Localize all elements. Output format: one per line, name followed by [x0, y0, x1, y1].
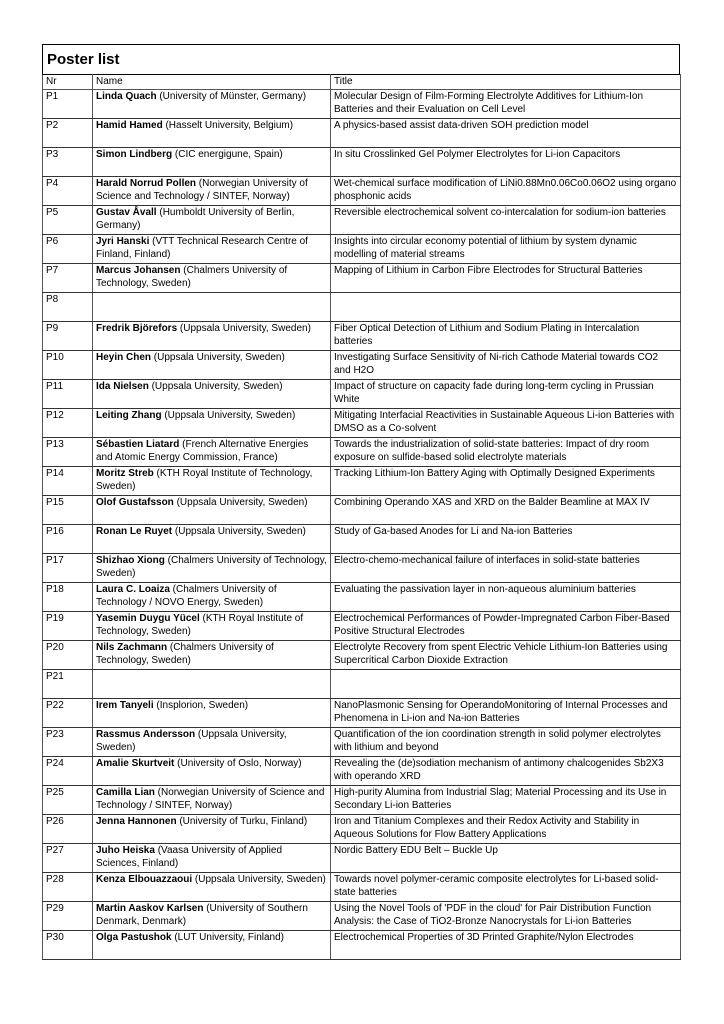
presenter-name: Juho Heiska — [96, 845, 155, 856]
presenter-cell — [93, 409, 331, 438]
presenter-name: Camilla Lian — [96, 787, 155, 798]
presenter-name: Amalie Skurtveit — [96, 758, 175, 769]
poster-number: P8 — [43, 293, 93, 322]
presenter-cell — [93, 90, 331, 119]
table-row — [43, 815, 681, 844]
presenter-name: Jenna Hannonen — [96, 816, 177, 827]
presenter-cell — [93, 322, 331, 351]
poster-title — [331, 670, 681, 699]
table-row — [43, 670, 681, 699]
poster-list-sheet — [42, 44, 680, 960]
poster-title: Molecular Design of Film-Forming Electrolyte Additives for Lithium-Ion Batteries and their Evaluation on Cell Level — [331, 90, 681, 119]
poster-number: P5 — [43, 206, 93, 235]
poster-number: P25 — [43, 786, 93, 815]
poster-title: Mapping of Lithium in Carbon Fibre Electrodes for Structural Batteries — [331, 264, 681, 293]
presenter-affiliation: (Vaasa University of Applied Sciences, Finland) — [96, 845, 283, 869]
presenter-name: Jyri Hanski — [96, 236, 150, 247]
table-row — [43, 873, 681, 902]
presenter-cell — [93, 815, 331, 844]
column-header-nr: Nr — [43, 75, 93, 90]
presenter-cell — [93, 757, 331, 786]
presenter-name: Gustav Åvall — [96, 207, 157, 218]
poster-title: Combining Operando XAS and XRD on the Balder Beamline at MAX IV — [331, 496, 681, 525]
poster-number: P23 — [43, 728, 93, 757]
presenter-affiliation: (Chalmers University of Technology / NOVO Energy, Sweden) — [96, 584, 277, 608]
presenter-cell — [93, 525, 331, 554]
poster-title: Insights into circular economy potential of lithium by system dynamic modelling of material streams — [331, 235, 681, 264]
poster-number: P27 — [43, 844, 93, 873]
presenter-affiliation: (Norwegian University of Science and Technology / SINTEF, Norway) — [96, 178, 308, 202]
table-row — [43, 786, 681, 815]
presenter-affiliation: (Insplorion, Sweden) — [153, 700, 249, 711]
presenter-affiliation: (Uppsala University, Sweden) — [161, 410, 296, 421]
presenter-name: Simon Lindberg — [96, 149, 173, 160]
poster-title: Revealing the (de)sodiation mechanism of antimony chalcogenides Sb2X3 with operando XRD — [331, 757, 681, 786]
poster-number: P22 — [43, 699, 93, 728]
presenter-affiliation: (Uppsala University, Sweden) — [177, 323, 311, 334]
presenter-affiliation: (KTH Royal Institute of Technology, Sweden) — [96, 468, 313, 492]
poster-number: P16 — [43, 525, 93, 554]
presenter-name: Ronan Le Ruyet — [96, 526, 173, 537]
presenter-affiliation: (University of Oslo, Norway) — [174, 758, 302, 769]
presenter-cell — [93, 293, 331, 322]
presenter-cell — [93, 699, 331, 728]
poster-number: P14 — [43, 467, 93, 496]
poster-title: Tracking Lithium-Ion Battery Aging with Optimally Designed Experiments — [331, 467, 681, 496]
presenter-affiliation: (VTT Technical Research Centre of Finland, Finland) — [96, 236, 308, 260]
page-title: Poster list — [42, 44, 680, 74]
poster-title: Wet-chemical surface modification of LiNi0.88Mn0.06Co0.06O2 using organo phosphonic acids — [331, 177, 681, 206]
presenter-cell — [93, 873, 331, 902]
table-row — [43, 931, 681, 960]
presenter-affiliation: (Uppsala University, Sweden) — [173, 497, 308, 508]
presenter-cell — [93, 206, 331, 235]
poster-number: P10 — [43, 351, 93, 380]
table-row — [43, 177, 681, 206]
table-row — [43, 583, 681, 612]
poster-number: P21 — [43, 670, 93, 699]
poster-number: P28 — [43, 873, 93, 902]
presenter-cell — [93, 844, 331, 873]
presenter-name: Martin Aaskov Karlsen — [96, 903, 204, 914]
poster-title: Nordic Battery EDU Belt – Buckle Up — [331, 844, 681, 873]
poster-title: Electrochemical Properties of 3D Printed Graphite/Nylon Electrodes — [331, 931, 681, 960]
poster-title: Using the Novel Tools of 'PDF in the cloud' for Pair Distribution Function Analysis: the Case of TiO2-Bronze Nanocrystals for Li-ion Batteries — [331, 902, 681, 931]
table-row — [43, 728, 681, 757]
presenter-name: Kenza Elbouazzaoui — [96, 874, 193, 885]
presenter-affiliation: (Uppsala University, Sweden) — [172, 526, 306, 537]
presenter-affiliation: (Uppsala University, Sweden) — [151, 352, 285, 363]
poster-number: P12 — [43, 409, 93, 438]
presenter-name: Yasemin Duygu Yücel — [96, 613, 200, 624]
table-row — [43, 699, 681, 728]
table-row — [43, 148, 681, 177]
poster-title: High-purity Alumina from Industrial Slag; Material Processing and its Use in Secondary Li-ion Batteries — [331, 786, 681, 815]
presenter-cell — [93, 235, 331, 264]
presenter-affiliation: (Chalmers University of Technology, Sweden) — [96, 265, 288, 289]
presenter-affiliation: (Chalmers University of Technology, Sweden) — [96, 555, 327, 579]
poster-table — [42, 74, 681, 960]
poster-title: Fiber Optical Detection of Lithium and Sodium Plating in Intercalation batteries — [331, 322, 681, 351]
presenter-affiliation: (LUT University, Finland) — [171, 932, 285, 943]
presenter-affiliation: (Uppsala University, Sweden) — [148, 381, 283, 392]
presenter-cell — [93, 264, 331, 293]
table-row — [43, 293, 681, 322]
poster-title: Towards novel polymer-ceramic composite electrolytes for Li-based solid-state batteries — [331, 873, 681, 902]
presenter-name: Rassmus Andersson — [96, 729, 196, 740]
presenter-affiliation: (Hasselt University, Belgium) — [162, 120, 294, 131]
presenter-cell — [93, 351, 331, 380]
presenter-cell — [93, 670, 331, 699]
presenter-name: Marcus Johansen — [96, 265, 181, 276]
presenter-name: Nils Zachmann — [96, 642, 168, 653]
presenter-name: Leiting Zhang — [96, 410, 162, 421]
presenter-affiliation: (KTH Royal Institute of Technology, Sweden) — [96, 613, 304, 637]
poster-number: P19 — [43, 612, 93, 641]
presenter-name: Fredrik Björefors — [96, 323, 178, 334]
presenter-cell — [93, 467, 331, 496]
poster-title: Investigating Surface Sensitivity of Ni-rich Cathode Material towards CO2 and H2O — [331, 351, 681, 380]
poster-number: P29 — [43, 902, 93, 931]
presenter-cell — [93, 641, 331, 670]
poster-number: P1 — [43, 90, 93, 119]
table-row — [43, 757, 681, 786]
poster-title: Electrochemical Performances of Powder-Impregnated Carbon Fiber-Based Positive Structural Electrodes — [331, 612, 681, 641]
presenter-affiliation: (Uppsala University, Sweden) — [192, 874, 326, 885]
presenter-cell — [93, 902, 331, 931]
poster-number: P2 — [43, 119, 93, 148]
presenter-name: Heyin Chen — [96, 352, 152, 363]
poster-title: Electrolyte Recovery from spent Electric Vehicle Lithium-Ion Batteries using Supercritical Carbon Dioxide Extraction — [331, 641, 681, 670]
poster-number: P26 — [43, 815, 93, 844]
presenter-cell — [93, 438, 331, 467]
presenter-cell — [93, 380, 331, 409]
poster-title: Mitigating Interfacial Reactivities in Sustainable Aqueous Li-ion Batteries with DMSO as a Co-solvent — [331, 409, 681, 438]
presenter-cell — [93, 786, 331, 815]
poster-title: Study of Ga-based Anodes for Li and Na-ion Batteries — [331, 525, 681, 554]
presenter-affiliation: (French Alternative Energies and Atomic Energy Commission, France) — [96, 439, 309, 463]
table-row — [43, 264, 681, 293]
presenter-cell — [93, 119, 331, 148]
presenter-name: Moritz Streb — [96, 468, 154, 479]
poster-number: P15 — [43, 496, 93, 525]
presenter-name: Ida Nielsen — [96, 381, 149, 392]
table-row — [43, 438, 681, 467]
table-row — [43, 844, 681, 873]
presenter-cell — [93, 612, 331, 641]
presenter-name: Olga Pastushok — [96, 932, 172, 943]
presenter-affiliation: (University of Southern Denmark, Denmark) — [96, 903, 308, 927]
column-header-title: Title — [331, 75, 681, 90]
poster-number: P6 — [43, 235, 93, 264]
poster-title: Quantification of the ion coordination strength in solid polymer electrolytes with lithium and beyond — [331, 728, 681, 757]
poster-title: Reversible electrochemical solvent co-intercalation for sodium-ion batteries — [331, 206, 681, 235]
table-header-row — [43, 75, 681, 90]
poster-number: P4 — [43, 177, 93, 206]
presenter-cell — [93, 728, 331, 757]
poster-title: Iron and Titanium Complexes and their Redox Activity and Stability in Aqueous Solutions for Flow Battery Applications — [331, 815, 681, 844]
table-row — [43, 119, 681, 148]
poster-number: P11 — [43, 380, 93, 409]
poster-number: P13 — [43, 438, 93, 467]
poster-number: P17 — [43, 554, 93, 583]
presenter-cell — [93, 148, 331, 177]
column-header-name: Name — [93, 75, 331, 90]
presenter-name: Irem Tanyeli — [96, 700, 154, 711]
poster-number: P7 — [43, 264, 93, 293]
table-row — [43, 525, 681, 554]
poster-number: P9 — [43, 322, 93, 351]
poster-title: Evaluating the passivation layer in non-aqueous aluminium batteries — [331, 583, 681, 612]
presenter-name: Sébastien Liatard — [96, 439, 180, 450]
poster-number: P30 — [43, 931, 93, 960]
presenter-name: Linda Quach — [96, 91, 157, 102]
table-row — [43, 902, 681, 931]
presenter-affiliation: (CIC energigune, Spain) — [172, 149, 283, 160]
poster-number: P20 — [43, 641, 93, 670]
presenter-affiliation: (Uppsala University, Sweden) — [96, 729, 287, 753]
presenter-name: Laura C. Loaiza — [96, 584, 170, 595]
poster-title: Towards the industrialization of solid-state batteries: Impact of dry room exposure on sulfide-based solid electrolyte materials — [331, 438, 681, 467]
poster-number: P18 — [43, 583, 93, 612]
presenter-affiliation: (Humboldt University of Berlin, Germany) — [96, 207, 295, 231]
presenter-name: Harald Norrud Pollen — [96, 178, 197, 189]
presenter-affiliation: (Norwegian University of Science and Technology / SINTEF, Norway) — [96, 787, 325, 811]
poster-title: Impact of structure on capacity fade during long-term cycling in Prussian White — [331, 380, 681, 409]
poster-title: NanoPlasmonic Sensing for OperandoMonitoring of Internal Processes and Phenomena in Li-ion and Na-ion Batteries — [331, 699, 681, 728]
poster-title — [331, 293, 681, 322]
presenter-affiliation: (University of Münster, Germany) — [156, 91, 307, 102]
table-row — [43, 206, 681, 235]
presenter-cell — [93, 496, 331, 525]
presenter-affiliation: (University of Turku, Finland) — [176, 816, 308, 827]
table-row — [43, 235, 681, 264]
presenter-name: Shizhao Xiong — [96, 555, 165, 566]
table-row — [43, 467, 681, 496]
presenter-affiliation: (Chalmers University of Technology, Sweden) — [96, 642, 274, 666]
presenter-cell — [93, 554, 331, 583]
presenter-name: Olof Gustafsson — [96, 497, 174, 508]
poster-title: Electro-chemo-mechanical failure of interfaces in solid-state batteries — [331, 554, 681, 583]
presenter-cell — [93, 931, 331, 960]
presenter-cell — [93, 177, 331, 206]
table-row — [43, 554, 681, 583]
poster-title: In situ Crosslinked Gel Polymer Electrolytes for Li-ion Capacitors — [331, 148, 681, 177]
table-row — [43, 90, 681, 119]
poster-number: P3 — [43, 148, 93, 177]
table-row — [43, 380, 681, 409]
table-row — [43, 409, 681, 438]
table-row — [43, 612, 681, 641]
table-row — [43, 641, 681, 670]
table-row — [43, 496, 681, 525]
table-row — [43, 351, 681, 380]
presenter-name: Hamid Hamed — [96, 120, 163, 131]
presenter-cell — [93, 583, 331, 612]
table-row — [43, 322, 681, 351]
poster-title: A physics-based assist data-driven SOH prediction model — [331, 119, 681, 148]
poster-number: P24 — [43, 757, 93, 786]
